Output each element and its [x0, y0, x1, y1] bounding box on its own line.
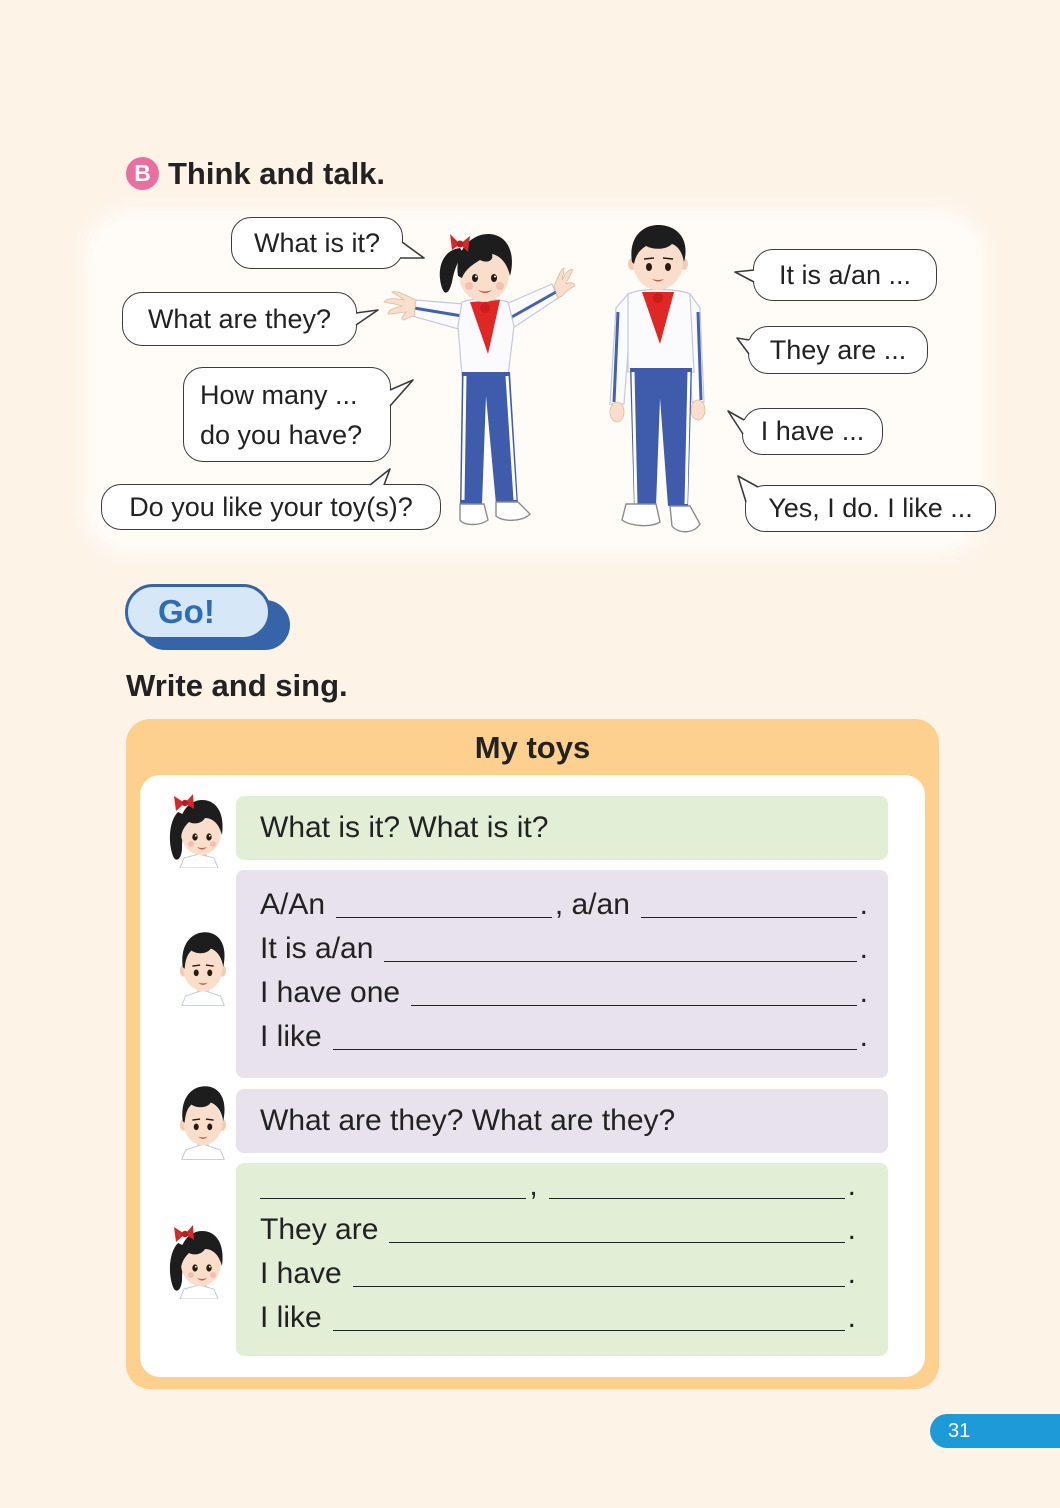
- song-line: What are they? What are they?: [260, 1104, 676, 1137]
- line-end: .: [847, 1301, 856, 1334]
- blank-line: [384, 961, 856, 962]
- song-line-fill-in: [260, 975, 868, 1011]
- song-line: What is it? What is it?: [260, 811, 549, 844]
- bubble-text-line-1: How many ...: [200, 379, 358, 410]
- line-end: .: [859, 1020, 868, 1053]
- song-row-question-2: [236, 1089, 888, 1153]
- song-title: My toys: [474, 730, 591, 765]
- blank-line: [389, 1242, 844, 1243]
- blank-line: [549, 1198, 845, 1199]
- bubble-i-have: [742, 408, 883, 455]
- blank-line: [333, 1049, 857, 1050]
- blank-line: [353, 1286, 845, 1287]
- line-end: .: [847, 1257, 856, 1290]
- blank-line: [260, 1198, 526, 1199]
- line-end: .: [847, 1169, 856, 1202]
- bubble-do-you-like: [101, 484, 441, 530]
- song-line-fill-in: [260, 1019, 868, 1055]
- go-badge: Go!: [125, 584, 271, 640]
- bubble-text: Yes, I do. I like ...: [768, 493, 973, 523]
- bubble-text: I have ...: [760, 416, 865, 446]
- blank-line: [641, 917, 857, 918]
- bubble-text: It is a/an ...: [778, 259, 912, 290]
- song-row-answer-1: [236, 870, 888, 1078]
- song-line-fill-in: [260, 1168, 856, 1204]
- boy-illustration: [604, 222, 708, 538]
- line-end: .: [847, 1213, 856, 1246]
- line-text: It is a/an: [260, 932, 374, 965]
- activity-title: Write and sing.: [126, 668, 348, 703]
- bubble-yes-i-do: [745, 485, 996, 532]
- song-line-fill-in: [260, 887, 868, 923]
- blank-line: [333, 1330, 845, 1331]
- blank-line: [411, 1005, 857, 1006]
- song-line-fill-in: [260, 931, 868, 967]
- line-text: I like: [260, 1020, 322, 1053]
- section-letter-badge: B: [126, 157, 159, 190]
- line-text: , a/an: [554, 888, 630, 921]
- section-title: Think and talk.: [168, 156, 386, 191]
- song-row-answer-2: [236, 1163, 888, 1356]
- bubble-what-is-it: [231, 217, 403, 269]
- line-end: .: [859, 888, 869, 921]
- line-text: A/An: [260, 888, 326, 921]
- bubble-text-line-2: do you have?: [200, 419, 363, 450]
- bubble-text: Do you like your toy(s)?: [129, 491, 413, 522]
- bubble-text: What is it?: [253, 227, 381, 258]
- boy-face-icon: [174, 1082, 232, 1160]
- bubble-text: They are ...: [769, 334, 907, 365]
- song-line-fill-in: [260, 1212, 856, 1248]
- blank-line: [336, 917, 552, 918]
- bubble-text: What are they?: [147, 303, 332, 334]
- bubble-how-many: [183, 367, 391, 462]
- boy-face-icon: [174, 928, 232, 1006]
- song-line-fill-in: [260, 1300, 856, 1336]
- song-row-question-1: [236, 796, 888, 860]
- bubble-they-are: [748, 326, 928, 374]
- line-text: I like: [260, 1301, 322, 1334]
- girl-face-icon: [166, 792, 230, 868]
- line-text: I have one: [260, 976, 401, 1009]
- page-number: 31: [930, 1414, 1060, 1448]
- line-end: .: [859, 976, 868, 1009]
- line-text: I have: [260, 1257, 342, 1290]
- bubble-it-is: [753, 249, 937, 301]
- bubble-what-are-they: [122, 292, 357, 346]
- song-line-fill-in: [260, 1256, 856, 1292]
- line-text: They are: [260, 1213, 379, 1246]
- line-end: .: [859, 932, 868, 965]
- line-text: ,: [529, 1169, 538, 1202]
- girl-face-icon: [166, 1223, 230, 1299]
